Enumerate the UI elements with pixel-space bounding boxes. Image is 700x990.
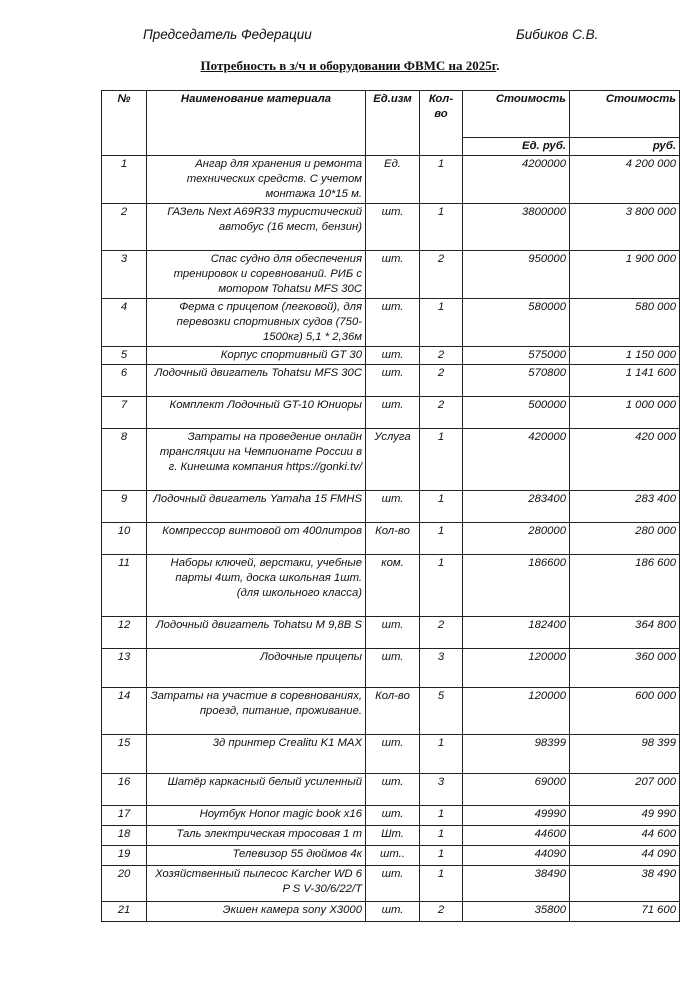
total-cost: 280 000	[570, 523, 680, 555]
material-name: Спас судно для обеспечения тренировок и соревнований. РИБ с мотором Tohatsu MFS 30C	[147, 251, 366, 299]
unit-price: 570800	[463, 365, 570, 397]
quantity: 1	[420, 846, 463, 866]
unit-price: 420000	[463, 429, 570, 491]
total-cost: 420 000	[570, 429, 680, 491]
unit-price: 44090	[463, 846, 570, 866]
table-header-row	[102, 91, 680, 138]
row-number: 7	[102, 397, 147, 429]
row-number: 8	[102, 429, 147, 491]
total-cost: 44 090	[570, 846, 680, 866]
unit-of-measure: шт.	[366, 347, 420, 365]
table-row	[102, 491, 680, 523]
col-header-name: Наименование материала	[147, 91, 366, 156]
table-row	[102, 347, 680, 365]
row-number: 13	[102, 649, 147, 688]
quantity: 1	[420, 204, 463, 251]
total-cost: 600 000	[570, 688, 680, 735]
unit-of-measure: шт.	[366, 365, 420, 397]
total-cost: 360 000	[570, 649, 680, 688]
quantity: 1	[420, 429, 463, 491]
total-cost: 1 900 000	[570, 251, 680, 299]
chairman-title: Председатель Федерации	[143, 27, 312, 42]
col-header-total: Стоимость	[570, 91, 680, 138]
table-row	[102, 806, 680, 826]
quantity: 2	[420, 617, 463, 649]
total-cost: 38 490	[570, 866, 680, 902]
unit-price: 49990	[463, 806, 570, 826]
table-row	[102, 156, 680, 204]
quantity: 3	[420, 649, 463, 688]
unit-of-measure: шт.	[366, 251, 420, 299]
total-cost: 283 400	[570, 491, 680, 523]
total-cost: 3 800 000	[570, 204, 680, 251]
material-name: Ноутбук Honor magic book x16	[147, 806, 366, 826]
table-row	[102, 397, 680, 429]
table-row	[102, 204, 680, 251]
unit-of-measure: шт.	[366, 617, 420, 649]
row-number: 17	[102, 806, 147, 826]
unit-of-measure: шт.	[366, 204, 420, 251]
unit-of-measure: шт..	[366, 846, 420, 866]
quantity: 1	[420, 555, 463, 617]
total-cost: 1 150 000	[570, 347, 680, 365]
col-header-price: Стоимость	[463, 91, 570, 138]
row-number: 12	[102, 617, 147, 649]
total-cost: 44 600	[570, 826, 680, 846]
document-title: Потребность в з/ч и оборудовании ФВМС на 2025г.	[200, 58, 500, 73]
material-name: Затраты на проведение онлайн трансляции на Чемпионате России в г. Кинешма компания https://gonki.tv/	[147, 429, 366, 491]
table-row	[102, 846, 680, 866]
unit-price: 186600	[463, 555, 570, 617]
row-number: 4	[102, 299, 147, 347]
row-number: 15	[102, 735, 147, 774]
unit-price: 120000	[463, 649, 570, 688]
total-cost: 1 141 600	[570, 365, 680, 397]
unit-price: 500000	[463, 397, 570, 429]
unit-price: 580000	[463, 299, 570, 347]
quantity: 2	[420, 347, 463, 365]
material-name: Хозяйственный пылесос Karcher WD 6 P S V-30/6/22/T	[147, 866, 366, 902]
chairman-name: Бибиков С.В.	[516, 27, 599, 42]
col-subheader-price: Ед. руб.	[463, 138, 570, 156]
unit-of-measure: шт.	[366, 649, 420, 688]
row-number: 3	[102, 251, 147, 299]
total-cost: 207 000	[570, 774, 680, 806]
col-header-qty: Кол-во	[420, 91, 463, 156]
unit-price: 575000	[463, 347, 570, 365]
unit-of-measure: шт.	[366, 866, 420, 902]
unit-of-measure: ком.	[366, 555, 420, 617]
unit-price: 3800000	[463, 204, 570, 251]
material-name: Лодочный двигатель Yamaha 15 FMHS	[147, 491, 366, 523]
table-row	[102, 649, 680, 688]
table-row	[102, 251, 680, 299]
table-row	[102, 365, 680, 397]
unit-of-measure: Кол-во	[366, 523, 420, 555]
unit-of-measure: шт.	[366, 735, 420, 774]
unit-of-measure: шт.	[366, 491, 420, 523]
quantity: 1	[420, 299, 463, 347]
row-number: 11	[102, 555, 147, 617]
unit-price: 280000	[463, 523, 570, 555]
row-number: 19	[102, 846, 147, 866]
row-number: 5	[102, 347, 147, 365]
total-cost: 4 200 000	[570, 156, 680, 204]
material-name: Лодочные прицепы	[147, 649, 366, 688]
unit-price: 69000	[463, 774, 570, 806]
table-row	[102, 902, 680, 922]
material-name: Таль электрическая тросовая 1 т	[147, 826, 366, 846]
unit-price: 182400	[463, 617, 570, 649]
quantity: 1	[420, 806, 463, 826]
quantity: 3	[420, 774, 463, 806]
unit-of-measure: шт.	[366, 902, 420, 922]
quantity: 1	[420, 491, 463, 523]
quantity: 1	[420, 826, 463, 846]
requirements-table	[101, 90, 680, 922]
total-cost: 364 800	[570, 617, 680, 649]
unit-price: 44600	[463, 826, 570, 846]
material-name: Затраты на участие в соревнованиях, проезд, питание, проживание.	[147, 688, 366, 735]
unit-price: 38490	[463, 866, 570, 902]
material-name: ГАЗель Next A69R33 туристический автобус (16 мест, бензин)	[147, 204, 366, 251]
unit-of-measure: шт.	[366, 774, 420, 806]
quantity: 1	[420, 735, 463, 774]
table-row	[102, 866, 680, 902]
quantity: 2	[420, 397, 463, 429]
material-name: Телевизор 55 дюймов 4к	[147, 846, 366, 866]
material-name: Ангар для хранения и ремонта технических средств. С учетом монтажа 10*15 м.	[147, 156, 366, 204]
row-number: 18	[102, 826, 147, 846]
document-header	[0, 27, 700, 45]
material-name: Ферма с прицепом (легковой), для перевозки спортивных судов (750-1500кг) 5,1 * 2,36м	[147, 299, 366, 347]
quantity: 2	[420, 365, 463, 397]
table-row	[102, 523, 680, 555]
unit-of-measure: шт.	[366, 806, 420, 826]
quantity: 1	[420, 866, 463, 902]
col-subheader-total: руб.	[570, 138, 680, 156]
material-name: Лодочный двигатель Tohatsu M 9,8B S	[147, 617, 366, 649]
row-number: 9	[102, 491, 147, 523]
unit-of-measure: Услуга	[366, 429, 420, 491]
row-number: 10	[102, 523, 147, 555]
table-body	[102, 156, 680, 922]
material-name: Наборы ключей, верстаки, учебные парты 4шт, доска школьная 1шт. (для школьного класса)	[147, 555, 366, 617]
total-cost: 49 990	[570, 806, 680, 826]
quantity: 2	[420, 902, 463, 922]
unit-of-measure: шт.	[366, 299, 420, 347]
total-cost: 1 000 000	[570, 397, 680, 429]
material-name: Компрессор винтовой от 400литров	[147, 523, 366, 555]
row-number: 1	[102, 156, 147, 204]
unit-of-measure: Кол-во	[366, 688, 420, 735]
col-header-unit: Ед.изм	[366, 91, 420, 156]
table-row	[102, 826, 680, 846]
material-name: Шатёр каркасный белый усиленный	[147, 774, 366, 806]
quantity: 2	[420, 251, 463, 299]
col-header-num: №	[102, 91, 147, 156]
table-row	[102, 688, 680, 735]
row-number: 16	[102, 774, 147, 806]
total-cost: 186 600	[570, 555, 680, 617]
material-name: 3д принтер Crealitu K1 MAX	[147, 735, 366, 774]
unit-price: 283400	[463, 491, 570, 523]
row-number: 20	[102, 866, 147, 902]
unit-of-measure: Шт.	[366, 826, 420, 846]
material-name: Экшен камера sony X3000	[147, 902, 366, 922]
quantity: 1	[420, 156, 463, 204]
unit-of-measure: шт.	[366, 397, 420, 429]
unit-price: 950000	[463, 251, 570, 299]
material-name: Комплект Лодочный GT-10 Юниоры	[147, 397, 366, 429]
total-cost: 580 000	[570, 299, 680, 347]
table-row	[102, 617, 680, 649]
total-cost: 98 399	[570, 735, 680, 774]
unit-price: 4200000	[463, 156, 570, 204]
quantity: 1	[420, 523, 463, 555]
row-number: 21	[102, 902, 147, 922]
row-number: 6	[102, 365, 147, 397]
unit-price: 98399	[463, 735, 570, 774]
unit-price: 35800	[463, 902, 570, 922]
material-name: Корпус спортивный GT 30	[147, 347, 366, 365]
table-row	[102, 774, 680, 806]
total-cost: 71 600	[570, 902, 680, 922]
row-number: 14	[102, 688, 147, 735]
table-row	[102, 299, 680, 347]
table-row	[102, 735, 680, 774]
quantity: 5	[420, 688, 463, 735]
unit-price: 120000	[463, 688, 570, 735]
material-name: Лодочный двигатель Tohatsu MFS 30C	[147, 365, 366, 397]
unit-of-measure: Ед.	[366, 156, 420, 204]
row-number: 2	[102, 204, 147, 251]
table-row	[102, 429, 680, 491]
table-row	[102, 555, 680, 617]
